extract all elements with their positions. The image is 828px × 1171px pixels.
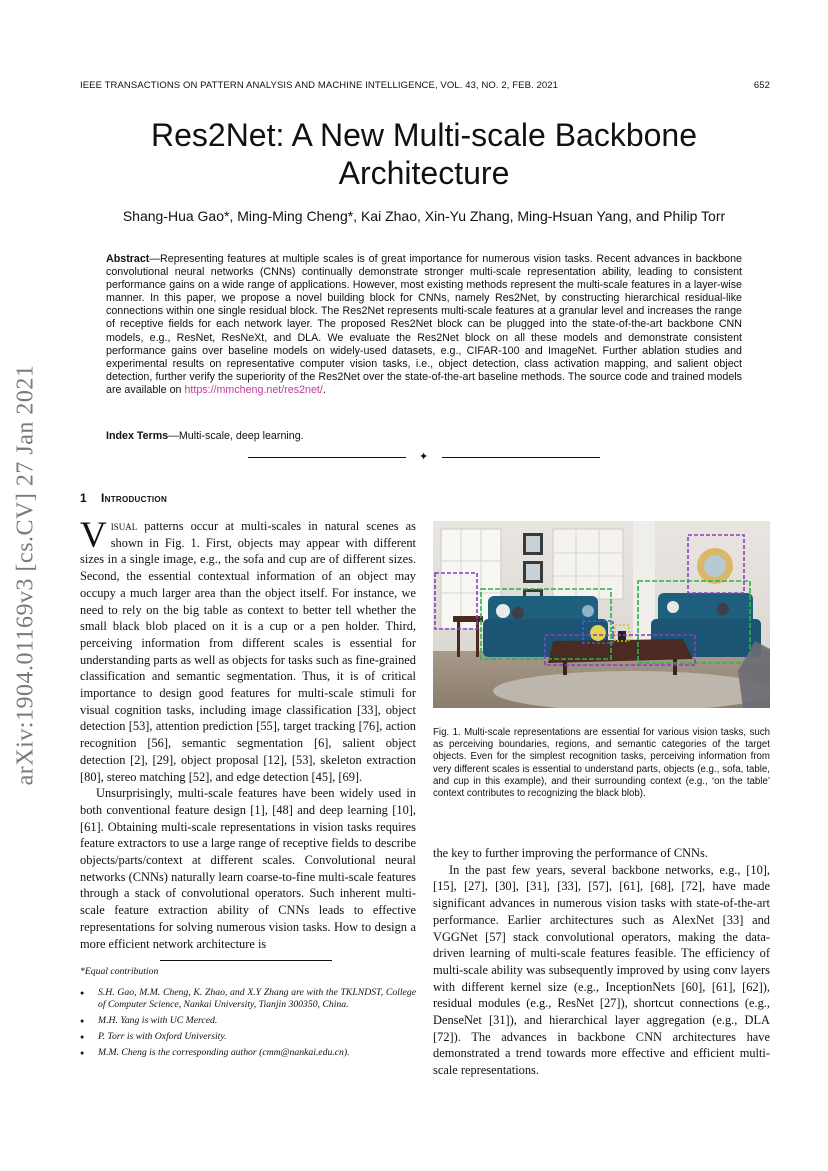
left-column: [80, 515, 416, 952]
running-header: [80, 80, 770, 91]
index-terms: [106, 430, 742, 442]
arxiv-id: arXiv:1904.01169v3 [cs.CV] 27 Jan 2021: [12, 364, 39, 786]
code-url-link[interactable]: https://mmcheng.net/res2net/: [184, 383, 323, 396]
drop-cap: V: [80, 515, 107, 556]
abstract-end: .: [322, 383, 326, 396]
title-line-1: Res2Net: A New Multi-scale Backbone: [150, 117, 698, 153]
index-terms-label: Index Terms: [106, 430, 169, 442]
section-separator: [248, 452, 600, 464]
affiliation-list: [80, 987, 416, 1059]
right-column: [433, 845, 770, 1079]
section-title: Introduction: [100, 491, 168, 505]
arxiv-stamp: [6, 280, 46, 870]
affiliation-item: ● M.M. Cheng is the corresponding author (cmm@nankai.edu.cn).: [98, 1047, 416, 1059]
paragraph-text: patterns occur at multi-scales in natural scenes as shown in Fig. 1. First, objects may appear with different sizes in a single image, e.g., the sofa and cup are of different sizes. Second, the essential contextual information of an object may occupy a much larger area than the object itself. For instance, we need to rely on the big table as context to better tell whether the small black blob placed on it is a cup or a pen holder. Third, perceiving information from different scales is essential for understanding parts as well as objects for tasks such as fine-grained classification and semantic segmentation. Thus, it is of critical importance to design good features for multi-scale stimuli for visual cognition tasks, including image classification [33], object detection [53], attention prediction [55], target tracking [76], action recognition [56], semantic segmentation [6], salient object detection [2], [29], object proposal [12], [53], skeleton extraction [80], stereo matching [52], and edge detection [45], [69].: [80, 519, 416, 784]
affiliation-item: ● P. Torr is with Oxford University.: [98, 1031, 416, 1043]
title-line-2: Architecture: [338, 155, 510, 191]
intro-paragraph-2: Unsurprisingly, multi-scale features have been widely used in both conventional feature design [1], [48] and deep learning [10], [61]. Obtaining multi-scale representations in vision tasks requires feature extractors to use a large range of receptive fields to describe objects/parts/context at different scales. Convolutional neural networks (CNNs) naturally learn coarse-to-fine multi-scale features through a stack of convolutional operators. Such inherent multi-scale feature extraction ability of CNNs leads to effective representations for solving numerous vision tasks. How to design a more efficient network architecture is: [80, 786, 416, 951]
abstract-label: Abstract: [106, 253, 150, 265]
right-paragraph-continuation: the key to further improving the performance of CNNs.: [433, 846, 708, 860]
section-heading: [80, 491, 167, 505]
abstract: [106, 253, 742, 397]
footnotes: [80, 966, 416, 1063]
right-paragraph-1: In the past few years, several backbone networks, e.g., [10], [15], [27], [30], [31], [33], [57], [61], [68], [72], have made significant advances in numerous vision tasks with state-of-the-art performance. Earlier architectures such as AlexNet [33] and VGGNet [57] stack convolutional operators, making the data-driven learning of multi-scale features feasible. The efficiency of multi-scale ability was subsequently improved by using conv layers with different kernel size (e.g., InceptionNets [60], [61], [62]), residual modules (e.g., ResNet [27]), shortcut connections (e.g., DenseNet [31]), and hierarchical layer aggregation (e.g., DLA [72]). The advances in backbone CNN architectures have demonstrated a trend towards more effective and efficient multi-scale representations.: [433, 862, 770, 1078]
journal-name: IEEE TRANSACTIONS ON PATTERN ANALYSIS AND MACHINE INTELLIGENCE, VOL. 43, NO. 2, FEB. 2021: [80, 80, 559, 91]
small-caps-word: isual: [110, 519, 138, 533]
figure-1-image: [433, 521, 770, 708]
author-list: Shang-Hua Gao*, Ming-Ming Cheng*, Kai Zhao, Xin-Yu Zhang, Ming-Hsuan Yang, and Philip Torr: [122, 208, 726, 224]
affiliation-item: ● S.H. Gao, M.M. Cheng, K. Zhao, and X.Y Zhang are with the TKLNDST, College of Computer Science, Nankai University, Tianjin 300350, China.: [98, 987, 416, 1011]
figure-1-caption: Fig. 1. Multi-scale representations are essential for various vision tasks, such as perceiving boundaries, regions, and semantic categories of the target objects. Even for the simplest recognition tasks, perceiving information from very different scales is essential to understand parts, objects (e.g., sofa, table, and cup in this example), and their surrounding context (e.g., ‘on the table’ context contributes to recognizing the black blob).: [433, 727, 770, 800]
intro-paragraph-1: [80, 515, 416, 785]
page-number: 652: [753, 80, 770, 91]
abstract-text: —Representing features at multiple scales is of great importance for numerous vision tasks. Recent advances in backbone convolutional neural networks (CNNs) continually demonstrate stronger multi-scale representation ability, leading to consistent performance gains on a wide range of applications. However, most existing methods represent the multi-scale features in a layer-wise manner. In this paper, we propose a novel building block for CNNs, namely Res2Net, by constructing hierarchical residual-like connections within one single residual block. The Res2Net represents multi-scale features at a granular level and increases the range of receptive fields for each network layer. The proposed Res2Net block can be plugged into the state-of-the-art backbone CNN models, e.g., ResNet, ResNeXt, and DLA. We evaluate the Res2Net block on all these models and demonstrate consistent performance gains over baseline models on widely-used datasets, e.g., CIFAR-100 and ImageNet. Further ablation studies and experimental results on representative computer vision tasks, i.e., object detection, class activation mapping, and salient object detection, further verify the superiority of the Res2Net over the state-of-the-art baseline methods. The source code and trained models are available on: [106, 253, 742, 396]
equal-contribution-note: *Equal contribution: [80, 966, 159, 977]
index-terms-text: —Multi-scale, deep learning.: [168, 430, 304, 442]
paper-title: [60, 116, 788, 192]
diamond-icon: ✦: [419, 451, 429, 463]
section-number: 1: [80, 491, 87, 505]
affiliation-item: ● M.H. Yang is with UC Merced.: [98, 1015, 416, 1027]
footnote-rule: [160, 960, 332, 961]
